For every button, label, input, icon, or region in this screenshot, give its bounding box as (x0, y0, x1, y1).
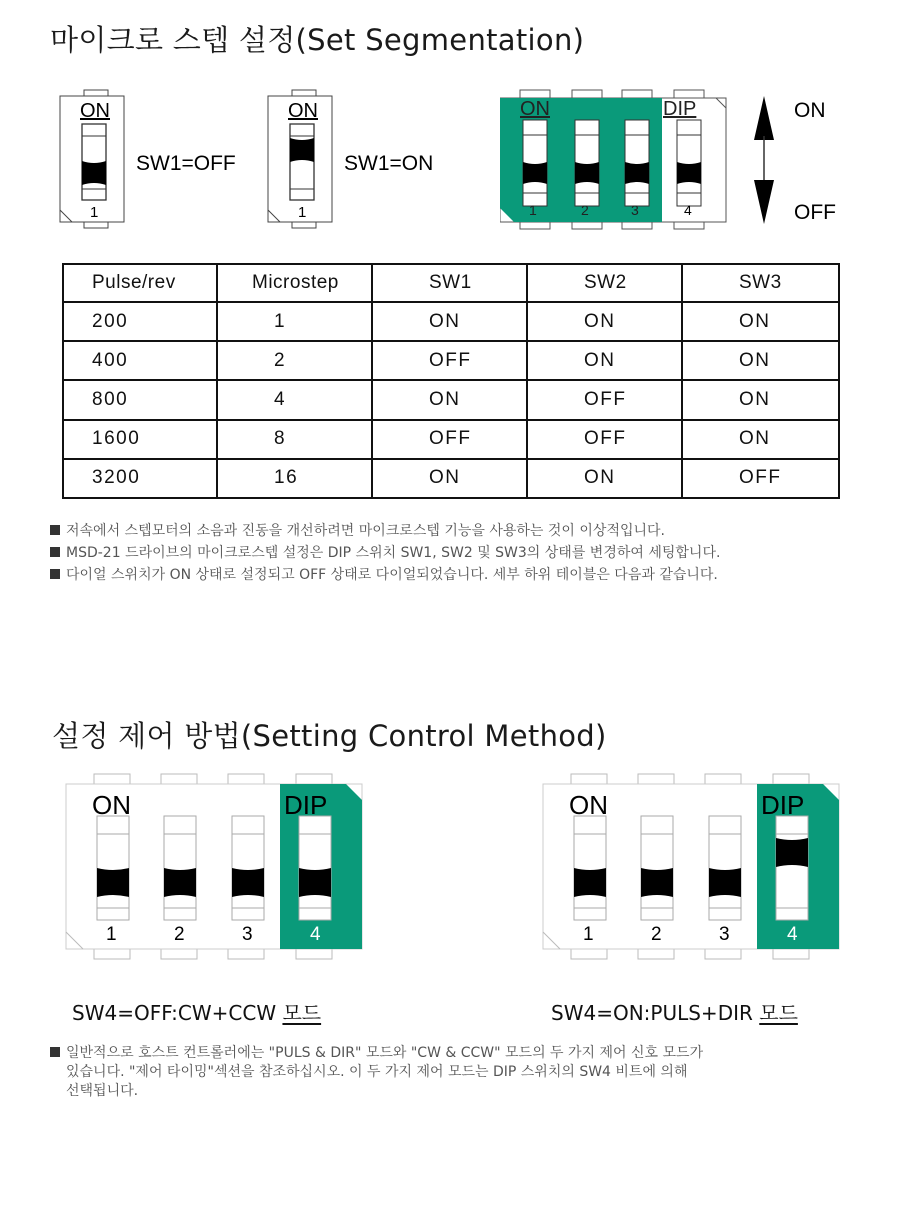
section2-title: 설정 제어 방법(Setting Control Method) (52, 719, 607, 753)
caption-text: SW4=OFF:CW+CCW (72, 1001, 277, 1025)
switch-number: 2 (174, 924, 185, 945)
table-cell: 200 (63, 302, 217, 341)
header-cell: Pulse/rev (63, 264, 217, 302)
table-row (63, 380, 839, 419)
arrow-off-label: OFF (794, 201, 836, 224)
note-line-2 (50, 544, 720, 562)
table-cell: ON (372, 302, 527, 341)
on-label: ON (288, 100, 318, 122)
header-cell: Microstep (217, 264, 372, 302)
section1-title: 마이크로 스텝 설정(Set Segmentation) (50, 23, 585, 57)
switch-number: 4 (787, 924, 798, 945)
note-text: 다이얼 스위치가 ON 상태로 설정되고 OFF 상태로 다이얼되었습니다. 세부 하위 테이블은 다음과 같습니다. (66, 567, 718, 583)
switch-number: 3 (242, 924, 253, 945)
dip-label: DIP (284, 790, 328, 820)
switch-number: 1 (583, 924, 594, 945)
table-cell: 3200 (63, 459, 217, 498)
table-cell: ON (372, 380, 527, 419)
table-cell: OFF (527, 420, 682, 459)
table-row (63, 302, 839, 341)
switch-number: 3 (719, 924, 730, 945)
bullet-square-icon (50, 1047, 60, 1057)
table-cell: ON (682, 302, 839, 341)
table-cell: ON (527, 459, 682, 498)
control-method-note (50, 1044, 870, 1101)
note-text: 저속에서 스텝모터의 소음과 진동을 개선하려면 마이크로스텝 기능을 사용하는 것이 이상적입니다. (66, 523, 665, 539)
switch-number: 1 (529, 202, 537, 218)
microstep-table (62, 263, 840, 499)
bullet-square-icon (50, 525, 60, 535)
dip-label: DIP (761, 790, 805, 820)
sw1-on-caption: SW1=ON (344, 152, 434, 175)
switch-number: 3 (631, 202, 639, 218)
switch-number: 2 (651, 924, 662, 945)
on-label: ON (520, 98, 550, 120)
on-label: ON (569, 790, 608, 820)
on-label: ON (92, 790, 131, 820)
caption-mode: 모드 (759, 1001, 798, 1025)
bullet-square-icon (50, 569, 60, 579)
table-row (63, 459, 839, 498)
table-cell: OFF (527, 380, 682, 419)
switch-number: 4 (684, 202, 692, 218)
table-cell: 8 (217, 420, 372, 459)
note-line-1 (50, 522, 665, 540)
table-cell: 1 (217, 302, 372, 341)
table-cell: OFF (682, 459, 839, 498)
table-cell: 2 (217, 341, 372, 380)
dip-block-sw4-off (64, 772, 366, 962)
table-cell: ON (372, 459, 527, 498)
table-cell: ON (682, 380, 839, 419)
table-cell: ON (682, 420, 839, 459)
arrow-on-label: ON (794, 99, 826, 122)
sw1-off-caption: SW1=OFF (136, 152, 236, 175)
table-cell: 16 (217, 459, 372, 498)
note-text: 선택됩니다. (66, 1083, 139, 1099)
note-line-3 (50, 566, 718, 584)
table-cell: 400 (63, 341, 217, 380)
dip-block-sw4-on (541, 772, 843, 962)
note-text: MSD-21 드라이브의 마이크로스텝 설정은 DIP 스위치 SW1, SW2 및 SW3의 상태를 변경하여 세팅합니다. (66, 545, 721, 561)
sw4-off-caption (72, 997, 321, 1026)
table-cell: OFF (372, 420, 527, 459)
bullet-square-icon (50, 547, 60, 557)
table-header-row (63, 264, 839, 302)
dip-label: DIP (663, 98, 697, 120)
header-cell: SW2 (527, 264, 682, 302)
on-label: ON (80, 100, 110, 122)
switch-number: 1 (90, 204, 99, 221)
header-cell: SW3 (682, 264, 839, 302)
table-cell: OFF (372, 341, 527, 380)
note-text: 일반적으로 호스트 컨트롤러에는 "PULS & DIR" 모드와 "CW & CCW" 모드의 두 가지 제어 신호 모드가 (66, 1045, 704, 1061)
switch-number: 2 (581, 202, 589, 218)
table-row (63, 420, 839, 459)
table-cell: 4 (217, 380, 372, 419)
dip-block-4way (500, 88, 730, 233)
caption-mode: 모드 (282, 1001, 322, 1025)
table-cell: 1600 (63, 420, 217, 459)
table-cell: 800 (63, 380, 217, 419)
switch-number: 1 (298, 204, 307, 221)
caption-text: SW4=ON:PULS+DIR (551, 1001, 753, 1025)
switch-number: 4 (310, 924, 321, 945)
table-row (63, 341, 839, 380)
switch-number: 1 (106, 924, 117, 945)
on-off-arrow-icon (752, 96, 776, 224)
note-text: 있습니다. "제어 타이밍"섹션을 참조하십시오. 이 두 가지 제어 모드는 DIP 스위치의 SW4 비트에 의해 (66, 1064, 688, 1080)
header-cell: SW1 (372, 264, 527, 302)
table-cell: ON (682, 341, 839, 380)
table-cell: ON (527, 341, 682, 380)
sw4-on-caption (551, 997, 798, 1026)
table-cell: ON (527, 302, 682, 341)
